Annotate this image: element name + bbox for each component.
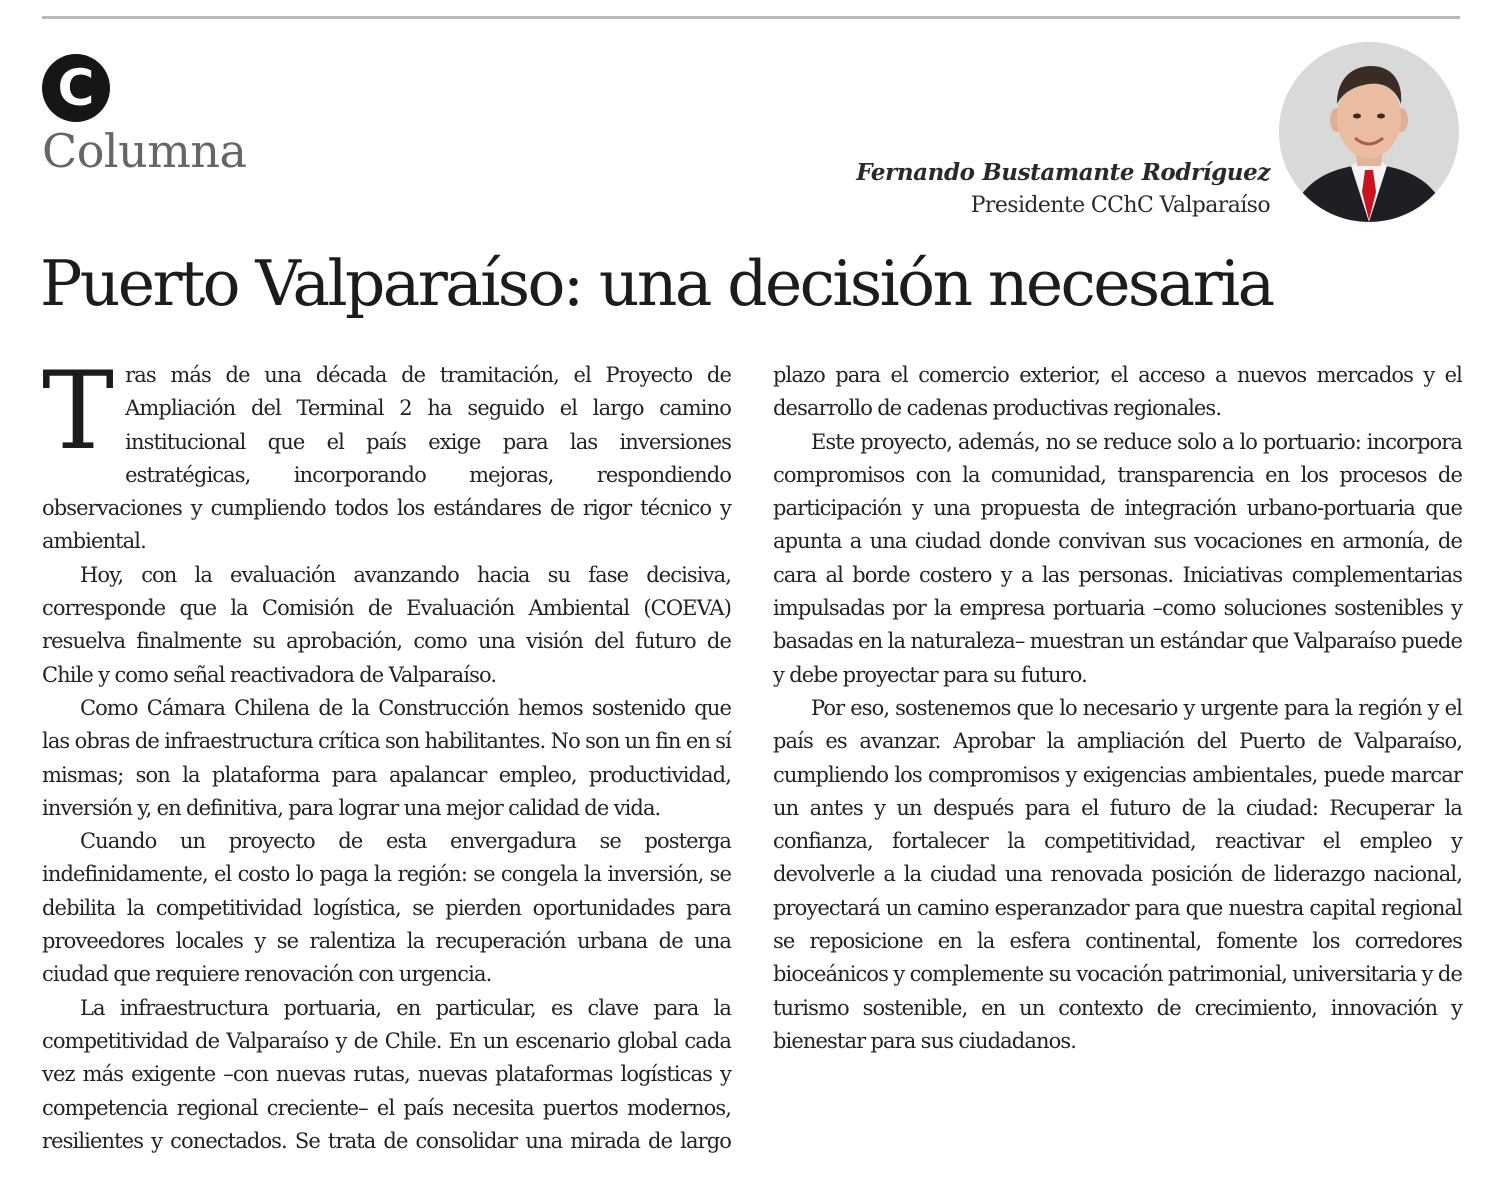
- top-divider: [42, 16, 1460, 19]
- drop-cap: T: [42, 349, 114, 474]
- paragraph: Cuando un proyecto de esta envergadura se posterga indefinidamente, el costo lo paga la región: se congela la inversión, se debilita la competitividad logística, se pierden oportunidades para proveedores locales y se ralentiza la recuperación urbana de una ciudad que requiere renovación con urgencia.: [42, 829, 731, 987]
- paragraph: Hoy, con la evaluación avanzando hacia su fase decisiva, corresponde que la Comisión de Evaluación Ambiental (COEVA) resuelva finalmente su aprobación, como una visión del futuro de Chile y como señal reactivadora de Valparaíso.: [42, 562, 731, 687]
- article-headline: Puerto Valparaíso: una decisión necesaria: [40, 247, 1273, 320]
- paragraph-text: ras más de una década de tramitación, el Proyecto de Ampliación del Terminal 2 ha seguido el largo camino institucional que el país exige para las inversiones estratégicas, incorporando mejoras, respondiendo observaciones y cumpliendo todos los estándares de rigor técnico y ambiental.: [42, 363, 731, 554]
- paragraph: Por eso, sostenemos que lo necesario y urgente para la región y el país es avanzar. Aprobar la ampliación del Puerto de Valparaíso, cumpliendo los compromisos y exigencias ambientales, puede marcar un antes y un después para el futuro de la ciudad: Recuperar la confianza, fortalecer la competitividad, reactivar el empleo y devolverle a la ciudad una renovada posición de liderazgo nacional, proyectará un camino esperanzador para que nuestra capital regional se reposicione en la esfera continental, fomente los corredores bioceánicos y complemente su vocación patrimonial, universitaria y de turismo sostenible, en un contexto de crecimiento, innovación y bienestar para sus ciudadanos.: [773, 695, 1462, 1053]
- paragraph: [42, 349, 731, 559]
- paragraph: La infraestructura portuaria, en particular, es clave para la competitividad de Valparaíso y de Chile. En un escenario global cada vez más exigente –con nuevas rutas, nuevas plataformas logísticas y competencia regional creciente– el país necesita puertos modernos, resilientes y conectados. Se trata de consolidar una mirada de largo plazo para el comercio exterior, el acceso a nuevos mercados y el desarrollo de cadenas productivas regionales.: [42, 363, 1462, 1153]
- article-body: [42, 349, 1462, 1164]
- paragraph: Este proyecto, además, no se reduce solo a lo portuario: incorpora compromisos con la comunidad, transparencia en los procesos de participación y una propuesta de integración urbano-portuaria que apunta a una ciudad donde convivan sus vocaciones en armonía, de cara al borde costero y a las personas. Iniciativas complementarias impulsadas por la empresa portuaria –como soluciones sostenibles y basadas en la naturaleza– muestran un estándar que Valparaíso puede y debe proyectar para su futuro.: [773, 429, 1462, 687]
- paragraph: Como Cámara Chilena de la Construcción hemos sostenido que las obras de infraestructura crítica son habilitantes. No son un fin en sí mismas; son la plataforma para apalancar empleo, productividad, inversión y, en definitiva, para lograr una mejor calidad de vida.: [42, 695, 731, 820]
- author-name: Fernando Bustamante Rodríguez: [856, 159, 1270, 186]
- byline: [856, 158, 1270, 220]
- author-role: Presidente CChC Valparaíso: [970, 192, 1270, 218]
- author-portrait-icon: [1279, 42, 1459, 222]
- section-label: Columna: [42, 124, 247, 178]
- column-badge: C: [42, 54, 110, 122]
